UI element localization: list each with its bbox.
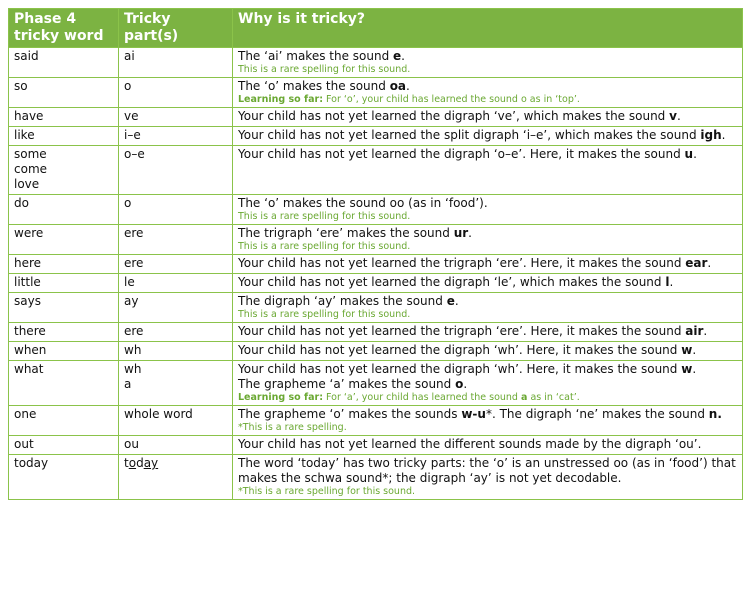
table-body xyxy=(9,48,743,500)
tricky-part-cell: ve xyxy=(119,108,233,127)
text-segment: Your child has not yet learned the digraph ‘o–e’. Here, it makes the sound xyxy=(238,147,685,161)
text-segment: t xyxy=(124,456,129,470)
text-segment: The trigraph ‘ere’ makes the sound xyxy=(238,226,454,240)
rare-spelling-note: This is a rare spelling for this sound. xyxy=(238,309,411,320)
why-tricky-cell xyxy=(233,195,743,225)
table-row xyxy=(9,195,743,225)
tricky-word-cell: so xyxy=(9,78,119,108)
explanation-line xyxy=(238,256,737,271)
text-segment: . xyxy=(703,324,708,338)
tricky-words-table xyxy=(8,8,743,500)
header-tricky-parts: Tricky part(s) xyxy=(119,9,233,48)
explanation-line xyxy=(238,275,737,290)
tricky-part-cell: wh xyxy=(119,342,233,361)
bold-sound: v xyxy=(669,109,677,123)
tricky-part-cell: le xyxy=(119,274,233,293)
text-segment: *. The digraph ‘ne’ makes the sound xyxy=(485,407,709,421)
tricky-word-cell: one xyxy=(9,406,119,436)
table-row xyxy=(9,455,743,500)
table-row xyxy=(9,436,743,455)
text-segment: . xyxy=(692,343,697,357)
tricky-part-cell: ere xyxy=(119,255,233,274)
explanation-line xyxy=(238,437,737,452)
text-segment: The ‘o’ makes the sound oo (as in ‘food’). xyxy=(238,196,488,210)
text-segment: . xyxy=(669,275,674,289)
tricky-word-cell: like xyxy=(9,127,119,146)
table-row xyxy=(9,127,743,146)
tricky-part-cell xyxy=(119,361,233,406)
explanation-line xyxy=(238,128,737,143)
table-row xyxy=(9,342,743,361)
tricky-word-cell: said xyxy=(9,48,119,78)
tricky-word-cell: here xyxy=(9,255,119,274)
text-segment: The ‘o’ makes the sound xyxy=(238,79,390,93)
text-segment: . xyxy=(463,377,468,391)
bold-sound: e xyxy=(393,49,402,63)
why-tricky-cell xyxy=(233,455,743,500)
explanation-line xyxy=(238,456,737,486)
tricky-part-cell: whole word xyxy=(119,406,233,436)
text-segment: The ‘ai’ makes the sound xyxy=(238,49,394,63)
text-segment: The grapheme ‘a’ makes the sound xyxy=(238,377,456,391)
tricky-words-table-container xyxy=(8,8,742,500)
tricky-part-cell: ere xyxy=(119,323,233,342)
tricky-word: some xyxy=(14,147,47,161)
explanation-line xyxy=(238,377,737,392)
explanation-line xyxy=(238,196,737,211)
why-tricky-cell xyxy=(233,255,743,274)
tricky-word-cell: were xyxy=(9,225,119,255)
bold-sound: w-u xyxy=(461,407,486,421)
tricky-part: a xyxy=(124,377,132,391)
table-row xyxy=(9,361,743,406)
text-segment: Your child has not yet learned the digraph ‘wh’. Here, it makes the sound xyxy=(238,343,682,357)
tricky-part-cell: ai xyxy=(119,48,233,78)
bold-sound: o xyxy=(455,377,464,391)
table-row xyxy=(9,255,743,274)
header-why-tricky: Why is it tricky? xyxy=(233,9,743,48)
text-segment: . xyxy=(401,49,405,63)
text-segment: Your child has not yet learned the digraph ‘ve’, which makes the sound xyxy=(238,109,670,123)
table-row xyxy=(9,146,743,195)
table-row xyxy=(9,78,743,108)
explanation-line xyxy=(238,147,737,162)
table-row xyxy=(9,225,743,255)
table-row xyxy=(9,108,743,127)
explanation-line xyxy=(238,343,737,358)
rare-spelling-note: This is a rare spelling for this sound. xyxy=(238,211,411,222)
explanation-line xyxy=(238,109,737,124)
text-segment: Your child has not yet learned the different sounds made by the digraph ‘ou’. xyxy=(238,437,702,451)
why-tricky-cell xyxy=(233,108,743,127)
why-tricky-cell xyxy=(233,293,743,323)
bold-sound: u xyxy=(684,147,694,161)
text-segment: Your child has not yet learned the trigraph ‘ere’. Here, it makes the sound xyxy=(238,324,686,338)
bold-sound: w xyxy=(681,343,693,357)
bold-sound: e xyxy=(446,294,455,308)
underlined-part: o xyxy=(128,456,137,470)
text-segment: as in ‘cat’. xyxy=(527,392,580,403)
underlined-part: ay xyxy=(143,456,159,470)
tricky-word-cell: do xyxy=(9,195,119,225)
text-segment: . xyxy=(692,362,697,376)
explanation-line xyxy=(238,49,737,64)
why-tricky-cell xyxy=(233,78,743,108)
explanation-line xyxy=(238,407,737,422)
tricky-word: come xyxy=(14,162,48,176)
why-tricky-cell xyxy=(233,127,743,146)
text-segment: Your child has not yet learned the split digraph ‘i–e’, which makes the sound xyxy=(238,128,701,142)
rare-spelling-note: This is a rare spelling for this sound. xyxy=(238,241,411,252)
tricky-word-cell: when xyxy=(9,342,119,361)
tricky-part-cell: o xyxy=(119,78,233,108)
text-segment: d xyxy=(136,456,144,470)
tricky-part-cell: ou xyxy=(119,436,233,455)
tricky-word-cell: out xyxy=(9,436,119,455)
tricky-part-cell: i–e xyxy=(119,127,233,146)
bold-sound: n. xyxy=(708,407,722,421)
table-row xyxy=(9,274,743,293)
table-row xyxy=(9,293,743,323)
rare-spelling-note: *This is a rare spelling for this sound. xyxy=(238,486,416,497)
text-segment: The word ‘today’ has two tricky parts: the ‘o’ is an unstressed oo (as in ‘food’) that makes the schwa sound*; the digraph ‘ay’ is not yet decodable. xyxy=(238,456,736,485)
tricky-part-cell: o xyxy=(119,195,233,225)
bold-sound: a xyxy=(521,392,528,403)
bold-sound: oa xyxy=(389,79,407,93)
bold-sound: w xyxy=(681,362,693,376)
learning-so-far-text xyxy=(326,392,580,403)
tricky-word-cell: what xyxy=(9,361,119,406)
explanation-line xyxy=(238,294,737,309)
why-tricky-cell xyxy=(233,406,743,436)
tricky-word-cell xyxy=(9,146,119,195)
table-row xyxy=(9,323,743,342)
text-segment: Your child has not yet learned the trigraph ‘ere’. Here, it makes the sound xyxy=(238,256,686,270)
text-segment: For ‘a’, your child has learned the sound xyxy=(326,392,521,403)
learning-so-far-note xyxy=(238,94,737,105)
text-segment: . xyxy=(468,226,472,240)
why-tricky-cell xyxy=(233,342,743,361)
why-tricky-cell xyxy=(233,323,743,342)
explanation-line xyxy=(238,324,737,339)
text-segment: . xyxy=(721,128,726,142)
bold-sound: igh xyxy=(700,128,722,142)
tricky-word-cell: today xyxy=(9,455,119,500)
learning-so-far-label: Learning so far: xyxy=(238,94,323,105)
explanation-line xyxy=(238,362,737,377)
tricky-word-cell: there xyxy=(9,323,119,342)
text-segment: . xyxy=(707,256,712,270)
table-header-row xyxy=(9,9,743,48)
text-segment: . xyxy=(406,79,410,93)
header-tricky-word: Phase 4 tricky word xyxy=(9,9,119,48)
text-segment: Your child has not yet learned the digraph ‘le’, which makes the sound xyxy=(238,275,666,289)
explanation-line xyxy=(238,226,737,241)
tricky-part-cell: o–e xyxy=(119,146,233,195)
why-tricky-cell xyxy=(233,146,743,195)
bold-sound: air xyxy=(685,324,704,338)
tricky-word-cell: says xyxy=(9,293,119,323)
bold-sound: ur xyxy=(453,226,469,240)
learning-so-far-note xyxy=(238,392,737,403)
table-row xyxy=(9,406,743,436)
text-segment: . xyxy=(454,294,459,308)
table-row xyxy=(9,48,743,78)
text-segment: . xyxy=(693,147,697,161)
bold-sound: ear xyxy=(685,256,708,270)
tricky-part-cell: ere xyxy=(119,225,233,255)
text-segment: The grapheme ‘o’ makes the sounds xyxy=(238,407,462,421)
why-tricky-cell xyxy=(233,274,743,293)
why-tricky-cell xyxy=(233,225,743,255)
learning-so-far-text: For ‘o’, your child has learned the sound o as in ‘top’. xyxy=(326,94,580,105)
rare-spelling-note: This is a rare spelling for this sound. xyxy=(238,64,411,75)
rare-spelling-note: *This is a rare spelling. xyxy=(238,422,347,433)
tricky-part-cell: ay xyxy=(119,293,233,323)
tricky-word: love xyxy=(14,177,40,191)
why-tricky-cell xyxy=(233,436,743,455)
text-segment: Your child has not yet learned the digraph ‘wh’. Here, it makes the sound xyxy=(238,362,682,376)
tricky-part: wh xyxy=(124,362,142,376)
why-tricky-cell xyxy=(233,361,743,406)
bold-sound: l xyxy=(665,275,670,289)
tricky-word-cell: little xyxy=(9,274,119,293)
text-segment: . xyxy=(676,109,681,123)
tricky-part-cell xyxy=(119,455,233,500)
text-segment: The digraph ‘ay’ makes the sound xyxy=(238,294,447,308)
learning-so-far-label: Learning so far: xyxy=(238,392,323,403)
explanation-line xyxy=(238,79,737,94)
tricky-word-cell: have xyxy=(9,108,119,127)
why-tricky-cell xyxy=(233,48,743,78)
